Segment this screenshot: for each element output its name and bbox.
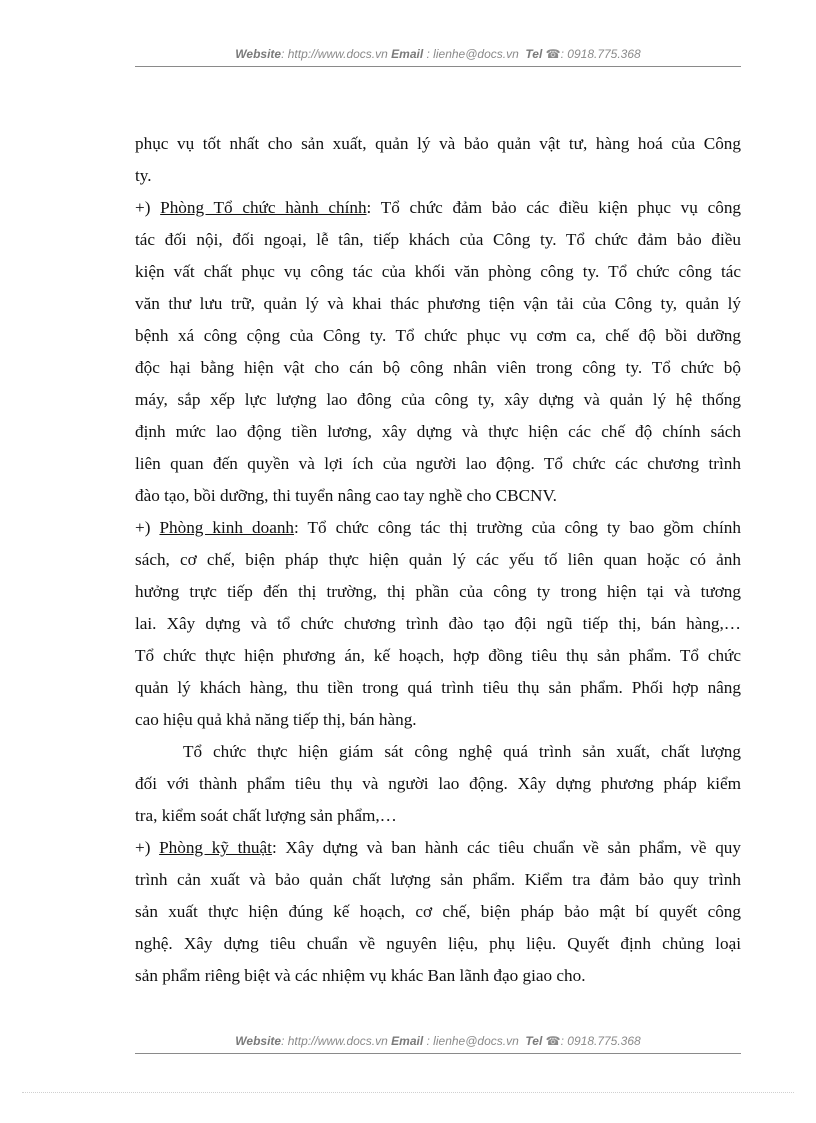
tel-label: Tel (525, 47, 543, 61)
email-address[interactable]: : lienhe@docs.vn (426, 1034, 519, 1048)
website-url[interactable]: : http://www.docs.vn (281, 47, 388, 61)
document-body (135, 128, 741, 992)
text-line: bệnh xá công cộng của Công ty. Tổ chức phục vụ cơm ca, chế độ bồi dưỡng (135, 326, 741, 345)
footer-rule (135, 1053, 741, 1054)
page-footer (135, 1034, 741, 1048)
section-title-admin: Phòng Tổ chức hành chính (160, 198, 367, 217)
text-line: sản phẩm riêng biệt và các nhiệm vụ khác Ban lãnh đạo giao cho. (135, 966, 586, 985)
email-label: Email (391, 1034, 424, 1048)
text-line: đối với thành phẩm tiêu thụ và người lao động. Xây dựng phương pháp kiểm (135, 774, 741, 793)
text-line: kiện vất chất phục vụ công tác của khối văn phòng công ty. Tổ chức công tác (135, 262, 741, 281)
text-line: Tổ chức thực hiện phương án, kế hoạch, hợp đồng tiêu thụ sản phẩm. Tổ chức (135, 646, 741, 665)
text-line: Tổ chức thực hiện giám sát công nghệ quá trình sản xuất, chất lượng (183, 742, 741, 761)
text-line: văn thư lưu trữ, quản lý và khai thác phương tiện vận tải của Công ty, quản lý (135, 294, 741, 313)
text-line: hưởng trực tiếp đến thị trường, thị phần của công ty trong hiện tại và tương (135, 582, 741, 601)
text-line (135, 832, 741, 864)
paragraph-admin-dept (135, 192, 741, 512)
email-address[interactable]: : lienhe@docs.vn (426, 47, 519, 61)
text-run: : Tổ chức đảm bảo các điều kiện phục vụ công (366, 198, 741, 217)
text-line: độc hại bằng hiện vật cho cán bộ công nhân viên trong công ty. Tổ chức bộ (135, 358, 741, 377)
tel-label: Tel (525, 1034, 543, 1048)
text-line: nghệ. Xây dựng tiêu chuẩn về nguyên liệu, phụ liệu. Quyết định chủng loại (135, 934, 741, 953)
text-line (135, 192, 741, 224)
text-line: tra, kiểm soát chất lượng sản phẩm,… (135, 806, 397, 825)
text-run: : Tổ chức công tác thị trường của công ty bao gồm chính (294, 518, 741, 537)
text-line: phục vụ tốt nhất cho sản xuất, quản lý và bảo quản vật tư, hàng hoá của Công (135, 134, 741, 153)
website-label: Website (235, 47, 282, 61)
telephone-icon: ☎ (545, 1034, 561, 1048)
text-line: máy, sắp xếp lực lượng lao đông của công ty, xây dựng và quản lý hệ thống (135, 390, 741, 409)
text-line (135, 512, 741, 544)
text-line: lai. Xây dựng và tổ chức chương trình đào tạo đội ngũ tiếp thị, bán hàng,… (135, 614, 741, 633)
text-line: ty. (135, 166, 152, 185)
text-run: : Xây dựng và ban hành các tiêu chuẩn về sản phẩm, về quy (271, 838, 741, 857)
section-title-business: Phòng kinh doanh (159, 518, 295, 537)
tel-number: : 0918.775.368 (560, 1034, 641, 1048)
text-line: sản xuất thực hiện đúng kế hoạch, cơ chế, biện pháp bảo mật bí quyết công (135, 902, 741, 921)
text-line: trình cản xuất và bảo quản chất lượng sản phẩm. Kiểm tra đảm bảo quy trình (135, 870, 741, 889)
text-line: tác đối nội, đối ngoại, lễ tân, tiếp khách của Công ty. Tổ chức đảm bảo điều (135, 230, 741, 249)
website-url[interactable]: : http://www.docs.vn (281, 1034, 388, 1048)
header-rule (135, 66, 741, 67)
paragraph-supply (135, 128, 741, 192)
tel-number: : 0918.775.368 (560, 47, 641, 61)
telephone-icon: ☎ (545, 47, 561, 61)
text-line: quản lý khách hàng, thu tiền trong quá trình tiêu thụ sản phẩm. Phối hợp nâng (135, 678, 741, 697)
text-line: sách, cơ chế, biện pháp thực hiện quản lý các yếu tố liên quan hoặc có ảnh (135, 550, 741, 569)
page-bottom-border (22, 1092, 794, 1093)
bullet-prefix: +) (135, 198, 161, 217)
bullet-prefix: +) (135, 518, 160, 537)
text-line: đào tạo, bồi dưỡng, thi tuyển nâng cao tay nghề cho CBCNV. (135, 486, 557, 505)
paragraph-business-dept (135, 512, 741, 736)
text-line: liên quan đến quyền và lợi ích của người lao động. Tổ chức các chương trình (135, 454, 741, 473)
section-title-technical: Phòng kỹ thuật (159, 838, 272, 857)
text-line: cao hiệu quả khả năng tiếp thị, bán hàng. (135, 710, 417, 729)
text-line: định mức lao động tiền lương, xây dựng và thực hiện các chế độ chính sách (135, 422, 741, 441)
website-label: Website (235, 1034, 282, 1048)
page-header (135, 47, 741, 61)
bullet-prefix: +) (135, 838, 160, 857)
paragraph-quality-control (135, 736, 741, 832)
paragraph-technical-dept (135, 832, 741, 992)
email-label: Email (391, 47, 424, 61)
